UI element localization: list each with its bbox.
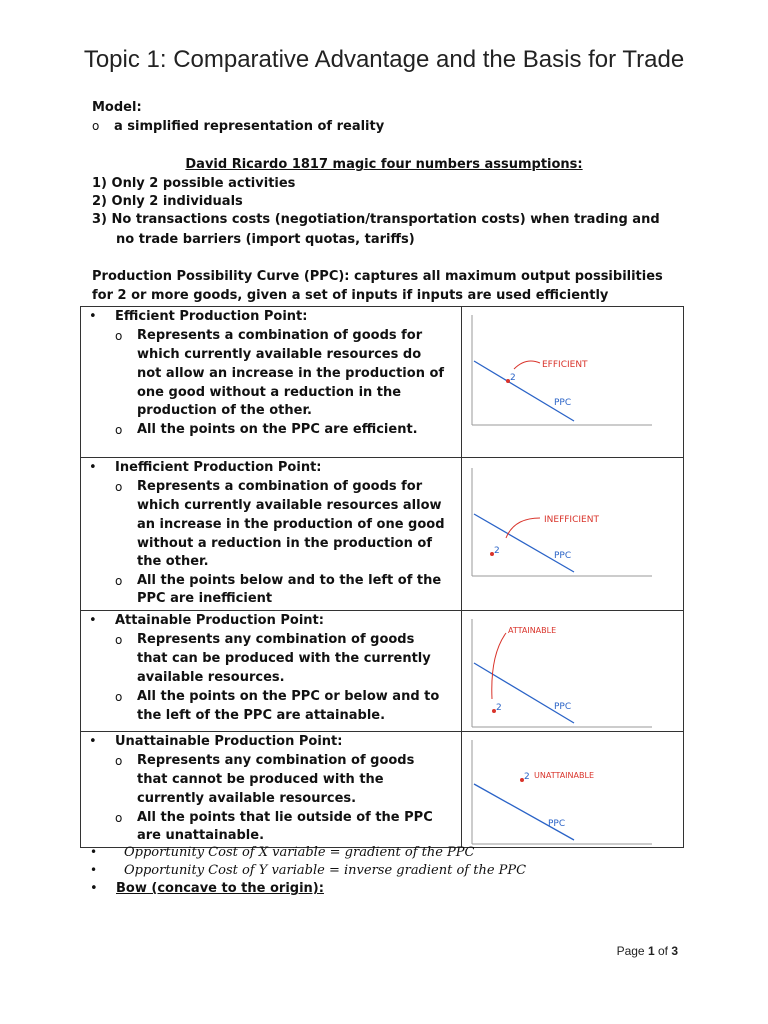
ricardo-item-3-cont: no trade barriers (import quotas, tariffs): [116, 232, 415, 247]
efficient-sketch-cell: [462, 307, 683, 457]
ppc-line: [474, 361, 574, 421]
attainable-line: that can be produced with the currently: [137, 651, 431, 666]
attainable-heading: Attainable Production Point:: [115, 613, 324, 628]
efficient-line: Represents a combination of goods for: [137, 328, 423, 343]
efficient-heading: Efficient Production Point:: [115, 309, 308, 324]
bow-text: Bow (concave to the origin):: [116, 881, 324, 896]
production-points-table: [80, 306, 684, 848]
bullet-circle: o: [115, 633, 123, 647]
attainable-line: the left of the PPC are attainable.: [137, 708, 386, 723]
page-number: [617, 944, 678, 958]
bullet-dot: •: [89, 309, 97, 324]
table-row-efficient: [80, 307, 684, 458]
bullet-dot: •: [90, 881, 98, 896]
page-prefix: Page: [616, 944, 648, 958]
ppc-line: [474, 784, 574, 840]
efficient-line: production of the other.: [137, 403, 312, 418]
bullet-dot: •: [90, 845, 98, 859]
inefficient-line: without a reduction in the production of: [137, 536, 432, 551]
bullet-circle: o: [115, 754, 123, 768]
inefficient-line: All the points below and to the left of the: [137, 573, 442, 588]
page-title: Topic 1: Comparative Advantage and the Basis for Trade: [83, 46, 685, 73]
table-row-inefficient: [80, 458, 684, 611]
opportunity-cost-x-text: Opportunity Cost of X variable = gradient of the PPC: [124, 845, 475, 860]
model-heading: Model:: [92, 100, 142, 115]
arrow-curve: [514, 361, 540, 369]
ppc-line: [474, 663, 574, 723]
unattainable-line: are unattainable.: [137, 828, 265, 843]
efficient-ppc-sketch: [462, 307, 684, 457]
ppc-label: PPC: [554, 702, 572, 712]
bow-bullet: [90, 881, 324, 896]
attainable-line: available resources.: [137, 670, 285, 685]
efficient-line: one good without a reduction in the: [137, 385, 402, 400]
ricardo-item-1: 1) Only 2 possible activities: [92, 176, 296, 191]
unattainable-line: currently available resources.: [137, 791, 357, 806]
ricardo-item-2: 2) Only 2 individuals: [92, 194, 243, 209]
attainable-sketch-cell: [462, 611, 683, 731]
attainable-annotation: ATTAINABLE: [508, 626, 557, 635]
unattainable-line: Represents any combination of goods: [137, 753, 415, 768]
bullet-circle: o: [115, 574, 123, 588]
model-item: [92, 119, 384, 134]
ppc-definition-line1: Production Possibility Curve (PPC): captures all maximum output possibilities: [92, 269, 663, 284]
inefficient-sketch-cell: [462, 458, 683, 610]
ppc-label: PPC: [554, 398, 572, 408]
efficient-line: not allow an increase in the production of: [137, 366, 445, 381]
table-cell-text: [81, 732, 462, 847]
point-label: 2: [496, 703, 502, 713]
opportunity-cost-y-text: Opportunity Cost of Y variable = inverse gradient of the PPC: [124, 863, 527, 878]
inefficient-line: which currently available resources allow: [137, 498, 442, 513]
point-label: 2: [494, 546, 500, 556]
unattainable-line: that cannot be produced with the: [137, 772, 384, 787]
arrow-curve: [492, 633, 506, 699]
bullet-dot: •: [90, 863, 98, 877]
unattainable-line: All the points that lie outside of the PPC: [137, 810, 433, 825]
bullet-circle: o: [115, 690, 123, 704]
ricardo-heading: David Ricardo 1817 magic four numbers assumptions:: [185, 157, 583, 172]
model-item-text: a simplified representation of reality: [114, 119, 385, 134]
bullet-dot: •: [89, 734, 97, 749]
inefficient-line: the other.: [137, 554, 209, 569]
bullet-circle: o: [92, 119, 100, 133]
opportunity-cost-y-bullet: [90, 863, 526, 878]
bullet-circle: o: [115, 329, 123, 343]
ppc-definition-line2: for 2 or more goods, given a set of inputs if inputs are used efficiently: [92, 288, 609, 303]
attainable-line: All the points on the PPC or below and to: [137, 689, 440, 704]
table-row-unattainable: [80, 732, 684, 848]
attainable-ppc-sketch: [462, 611, 684, 731]
point-label: 2: [524, 772, 530, 782]
table-cell-text: [81, 611, 462, 731]
unattainable-heading: Unattainable Production Point:: [115, 734, 343, 749]
point-label: 2: [510, 373, 516, 383]
page-total: 3: [671, 944, 678, 958]
unattainable-ppc-sketch: [462, 732, 684, 847]
unattainable-annotation: UNATTAINABLE: [534, 771, 594, 780]
inefficient-line: an increase in the production of one good: [137, 517, 445, 532]
bullet-circle: o: [115, 423, 123, 437]
efficient-line: which currently available resources do: [137, 347, 422, 362]
table-cell-text: [81, 307, 462, 457]
inefficient-annotation: INEFFICIENT: [544, 515, 599, 525]
inefficient-line: PPC are inefficient: [137, 591, 273, 606]
page-current: 1: [647, 944, 655, 958]
bullet-circle: o: [115, 480, 123, 494]
bullet-dot: •: [89, 460, 97, 475]
table-row-attainable: [80, 611, 684, 732]
inefficient-line: Represents a combination of goods for: [137, 479, 423, 494]
opportunity-cost-x-bullet: [90, 845, 475, 860]
page-of: of: [654, 944, 672, 958]
ricardo-item-3: 3) No transactions costs (negotiation/transportation costs) when trading and: [92, 212, 660, 227]
bullet-circle: o: [115, 811, 123, 825]
ppc-label: PPC: [548, 819, 566, 829]
unattainable-sketch-cell: [462, 732, 683, 847]
inefficient-heading: Inefficient Production Point:: [115, 460, 322, 475]
efficient-line: All the points on the PPC are efficient.: [137, 422, 418, 437]
table-cell-text: [81, 458, 462, 610]
ppc-label: PPC: [554, 551, 572, 561]
bullet-dot: •: [89, 613, 97, 628]
attainable-line: Represents any combination of goods: [137, 632, 415, 647]
efficient-annotation: EFFICIENT: [542, 360, 588, 370]
inefficient-ppc-sketch: [462, 458, 684, 610]
